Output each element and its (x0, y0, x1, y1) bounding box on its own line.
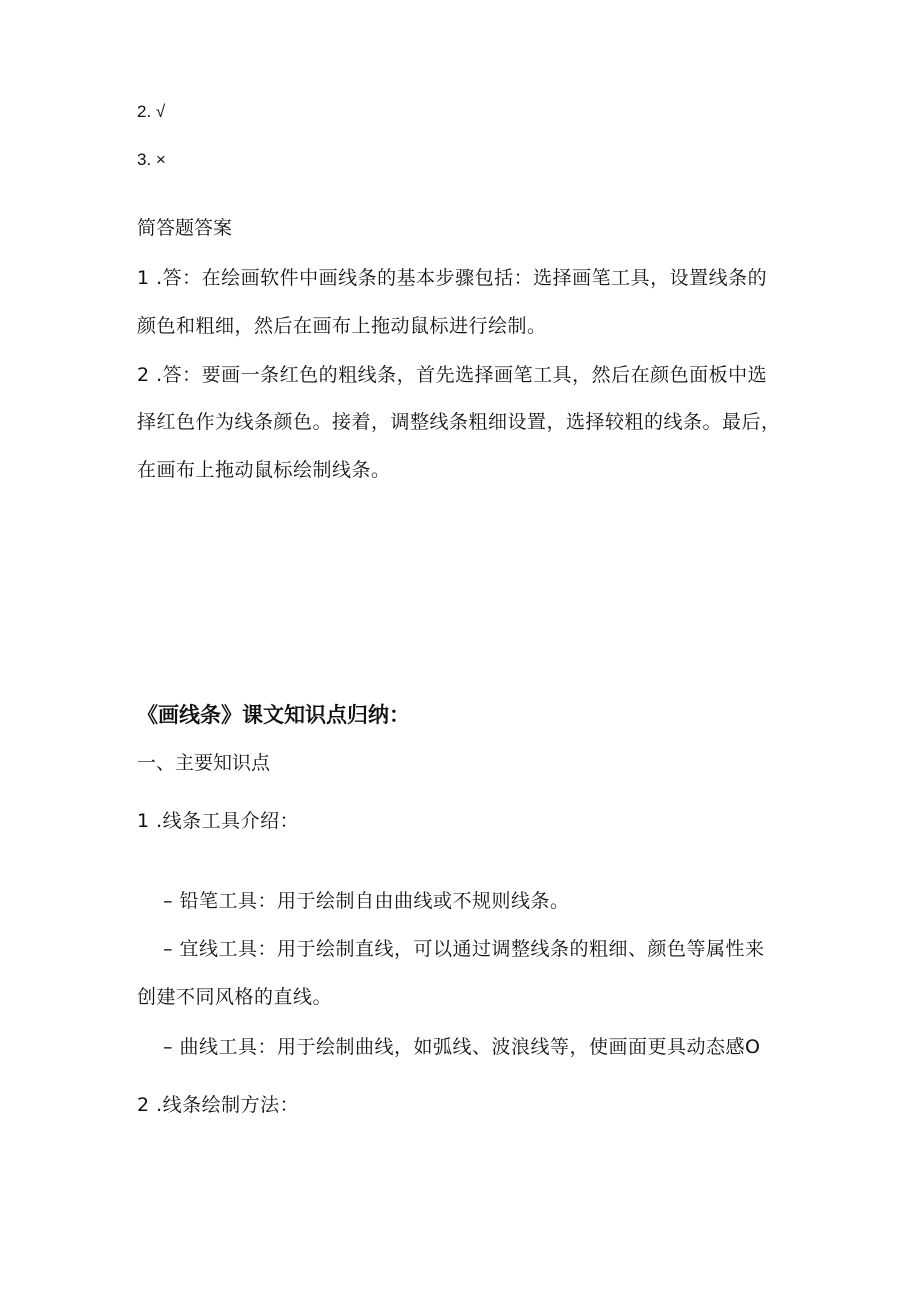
tool-line-a: – 宜线工具：用于绘制直线，可以通过调整线条的粗细、颜色等属性来 (163, 938, 765, 960)
short-answer-heading: 简答题答案 (137, 217, 233, 239)
answer-1-line-1: 1 .答：在绘画软件中画线条的基本步骤包括：选择画笔工具，设置线条的 (137, 267, 768, 289)
answer-2-line-3: 在画布上拖动鼠标绘制线条。 (137, 459, 391, 481)
tool-line-b: 创建不同风格的直线。 (137, 986, 333, 1008)
tool-pencil: – 铅笔工具：用于绘制自由曲线或不规则线条。 (163, 890, 570, 912)
answer-1-line-2: 颜色和粗细，然后在画布上拖动鼠标进行绘制。 (137, 315, 547, 337)
section-main-points: 一、主要知识点 (137, 752, 271, 774)
knowledge-title: 《画线条》课文知识点归纳： (137, 703, 410, 727)
point-2-heading: 2 .线条绘制方法： (137, 1094, 300, 1116)
judgement-item-3: 3. × (137, 150, 166, 169)
answer-2-line-1: 2 .答：要画一条红色的粗线条，首先选择画笔工具，然后在颜色面板中选 (137, 364, 768, 386)
point-1-heading: 1 .线条工具介绍： (137, 810, 300, 832)
judgement-item-2: 2. √ (137, 102, 166, 121)
tool-curve: – 曲线工具：用于绘制曲线，如弧线、波浪线等，使画面更具动态感O (163, 1036, 761, 1058)
answer-2-line-2: 择红色作为线条颜色。接着，调整线条粗细设置，选择较粗的线条。最后， (137, 411, 781, 433)
